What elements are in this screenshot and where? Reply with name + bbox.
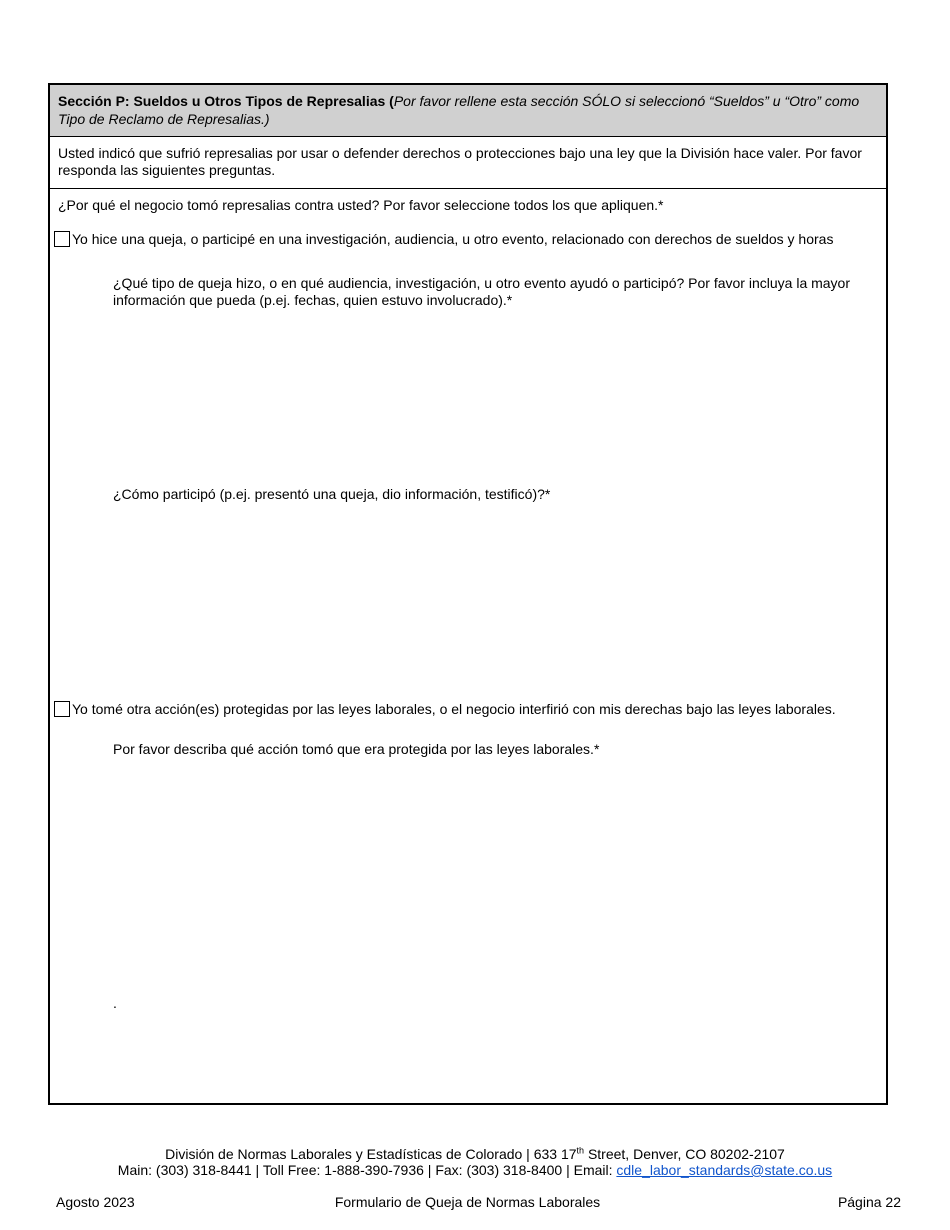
footer-org: División de Normas Laborales y Estadísticas de Colorado | 633 17 bbox=[165, 1146, 577, 1162]
questions-area bbox=[50, 189, 886, 1102]
option-complaint-label: Yo hice una queja, o participé en una investigación, audiencia, u otro evento, relacionado con derechos de sueldos y horas bbox=[72, 231, 834, 247]
protected-action-question: Por favor describa qué acción tomó que era protegida por las leyes laborales.* bbox=[113, 741, 600, 757]
email-link[interactable]: cdle_labor_standards@state.co.us bbox=[616, 1162, 833, 1178]
footer-form-name: Formulario de Queja de Normas Laborales bbox=[334, 1194, 601, 1210]
option-protected-action-label: Yo tomé otra acción(es) protegidas por las leyes laborales, o el negocio interfirió con mis derechas bajo las leyes laborales. bbox=[72, 701, 836, 717]
section-header bbox=[50, 85, 886, 137]
footer-contact-line bbox=[0, 1162, 950, 1178]
section-title: Sección P: Sueldos u Otros Tipos de Represalias ( bbox=[58, 93, 394, 109]
retaliation-reason-question: ¿Por qué el negocio tomó represalias contra usted? Por favor seleccione todos los que apliquen.* bbox=[58, 197, 664, 213]
complaint-type-answer[interactable] bbox=[113, 313, 873, 478]
option-complaint[interactable] bbox=[54, 231, 833, 248]
protected-action-checkbox[interactable] bbox=[54, 701, 70, 717]
participation-answer[interactable] bbox=[113, 509, 873, 689]
section-intro: Usted indicó que sufrió represalias por usar o defender derechos o protecciones bajo una ley que la División hace valer. Por favor responda las siguientes preguntas. bbox=[50, 137, 886, 189]
footer-date: Agosto 2023 bbox=[56, 1194, 135, 1210]
complaint-checkbox[interactable] bbox=[54, 231, 70, 247]
footer-page-number: Página 22 bbox=[837, 1194, 901, 1210]
option-protected-action[interactable] bbox=[54, 701, 836, 718]
footer-contact: Main: (303) 318-8441 | Toll Free: 1-888-390-7936 | Fax: (303) 318-8400 | Email: bbox=[117, 1162, 617, 1178]
section-instruction: Por favor rellene esta sección SÓLO si seleccionó “Sueldos” u “Otro” como Tipo de Reclamo de Represalias.) bbox=[58, 93, 860, 127]
form-section-p bbox=[48, 83, 888, 1105]
footer-street: Street, Denver, CO 80202-2107 bbox=[584, 1146, 785, 1162]
footer-sup: th bbox=[576, 1145, 585, 1156]
footer-address bbox=[0, 1146, 950, 1162]
stray-period: . bbox=[113, 995, 117, 1011]
protected-action-answer[interactable] bbox=[113, 765, 873, 1085]
complaint-type-question: ¿Qué tipo de queja hizo, o en qué audiencia, investigación, u otro evento ayudó o participó? Por favor incluya la mayor información que pueda (p.ej. fechas, quien estuvo involucrado).* bbox=[113, 275, 851, 308]
participation-question: ¿Cómo participó (p.ej. presentó una queja, dio información, testificó)?* bbox=[113, 486, 551, 502]
